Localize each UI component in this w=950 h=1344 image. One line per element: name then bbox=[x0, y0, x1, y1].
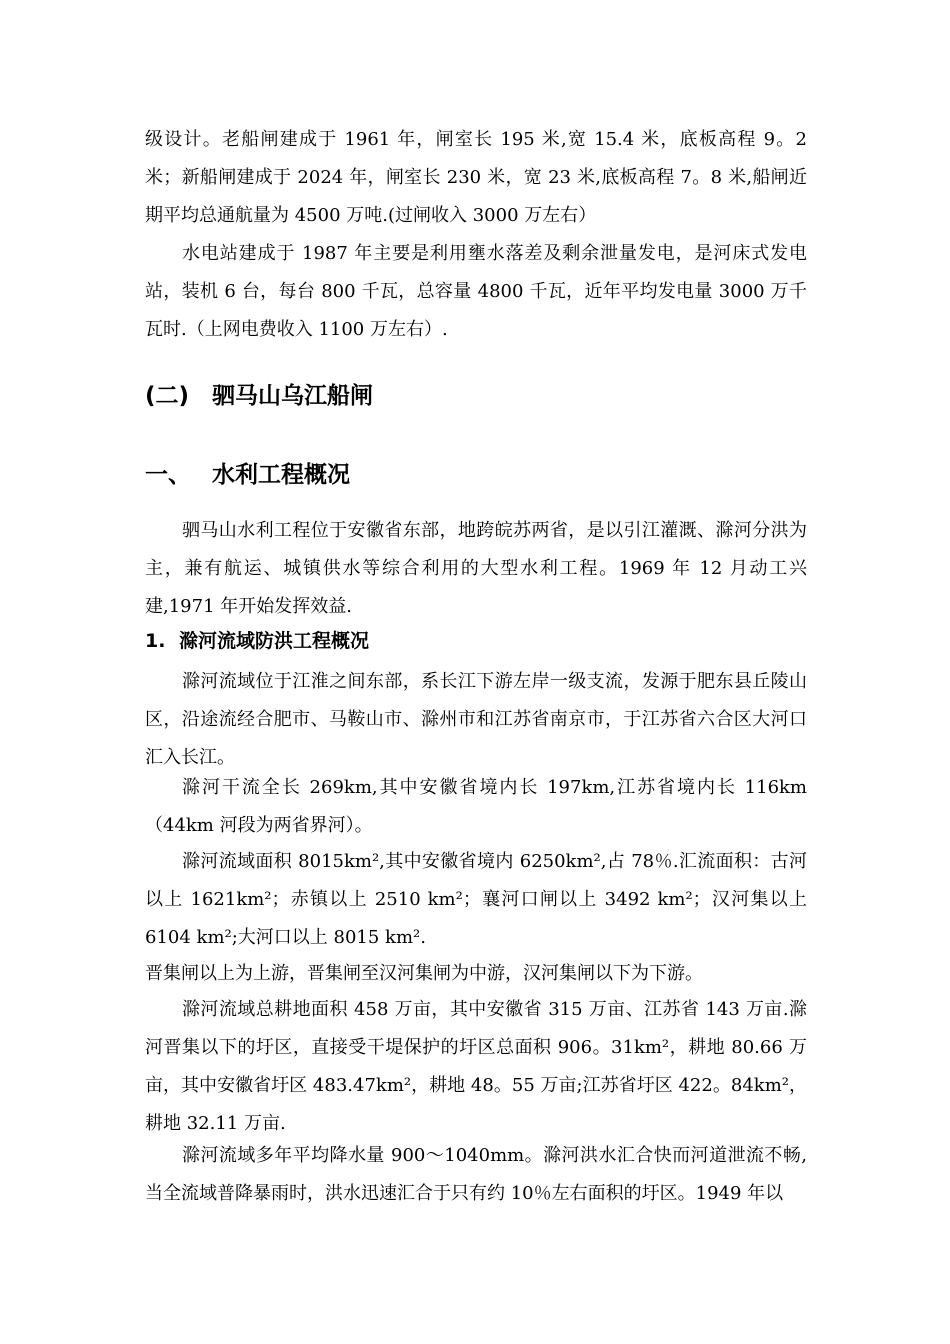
paragraph-basin-area: 滁河流域面积 8015km²,其中安徽省境内 6250km²,占 78％.汇流面积：古河以上 1621km²；赤镇以上 2510 km²；襄河口闸以上 3492 km²；汉河集以上 6104 km²;大河口以上 8015 km². bbox=[145, 851, 807, 948]
heading-water-project-overview bbox=[145, 460, 350, 490]
heading-title: 驷马山乌江船闸 bbox=[212, 383, 373, 409]
heading-title: 滁河流域防洪工程概况 bbox=[179, 630, 370, 652]
paragraph-farmland-area: 滁河流域总耕地面积 458 万亩，其中安徽省 315 万亩、江苏省 143 万亩.滁河晋集以下的圩区，直接受干堤保护的圩区总面积 906。31km²，耕地 80.66 万亩，其中安徽省圩区 483.47km²，耕地 48。55 万亩;江苏省圩区 422。84km²，耕地 32.11 万亩. bbox=[145, 999, 807, 1134]
paragraph-basin-location: 滁河流域位于江淮之间东部，系长江下游左岸一级支流，发源于肥东县丘陵山区，沿途流经合肥市、马鞍山市、滁州市和江苏省南京市，于江苏省六合区大河口汇入长江。 bbox=[145, 671, 807, 768]
heading-number: 一、 bbox=[145, 462, 191, 488]
heading-number: 1. bbox=[145, 630, 166, 652]
paragraph-precipitation: 滁河流域多年平均降水量 900～1040mm。滁河洪水汇合快而河道泄流不畅,当全流域普降暴雨时，洪水迅速汇合于只有约 10％左右面积的圩区。1949 年以 bbox=[145, 1145, 807, 1204]
paragraph-river-length: 滁河干流全长 269km,其中安徽省境内长 197km,江苏省境内长 116km（44km 河段为两省界河）。 bbox=[145, 777, 807, 836]
heading-title: 水利工程概况 bbox=[212, 462, 350, 488]
paragraph-project-location: 驷马山水利工程位于安徽省东部，地跨皖苏两省，是以引江灌溉、滁河分洪为主，兼有航运、城镇供水等综合利用的大型水利工程。1969 年 12 月动工兴建,1971 年开始发挥效益. bbox=[145, 520, 807, 617]
paragraph-ship-lock-design: 级设计。老船闸建成于 1961 年，闸室长 195 米,宽 15.4 米，底板高程 9。2 米；新船闸建成于 2024 年，闸室长 230 米，宽 23 米,底板高程 7。8 米,船闸近期平均总通航量为 4500 万吨.(过闸收入 3000 万左右） bbox=[145, 129, 807, 226]
heading-number: (二) bbox=[145, 383, 190, 409]
heading-sima-mountain-wujiang-lock bbox=[145, 381, 373, 411]
paragraph-hydropower-station: 水电站建成于 1987 年主要是利用壅水落差及剩余泄量发电，是河床式发电站，装机 6 台，每台 800 千瓦，总容量 4800 千瓦，近年平均发电量 3000 万千瓦时.（上网电费收入 1100 万左右）. bbox=[145, 243, 807, 340]
heading-chuhe-flood-control bbox=[145, 626, 369, 656]
paragraph-river-reaches: 晋集闸以上为上游，晋集闸至汉河集闸为中游，汉河集闸以下为下游。 bbox=[145, 963, 703, 984]
